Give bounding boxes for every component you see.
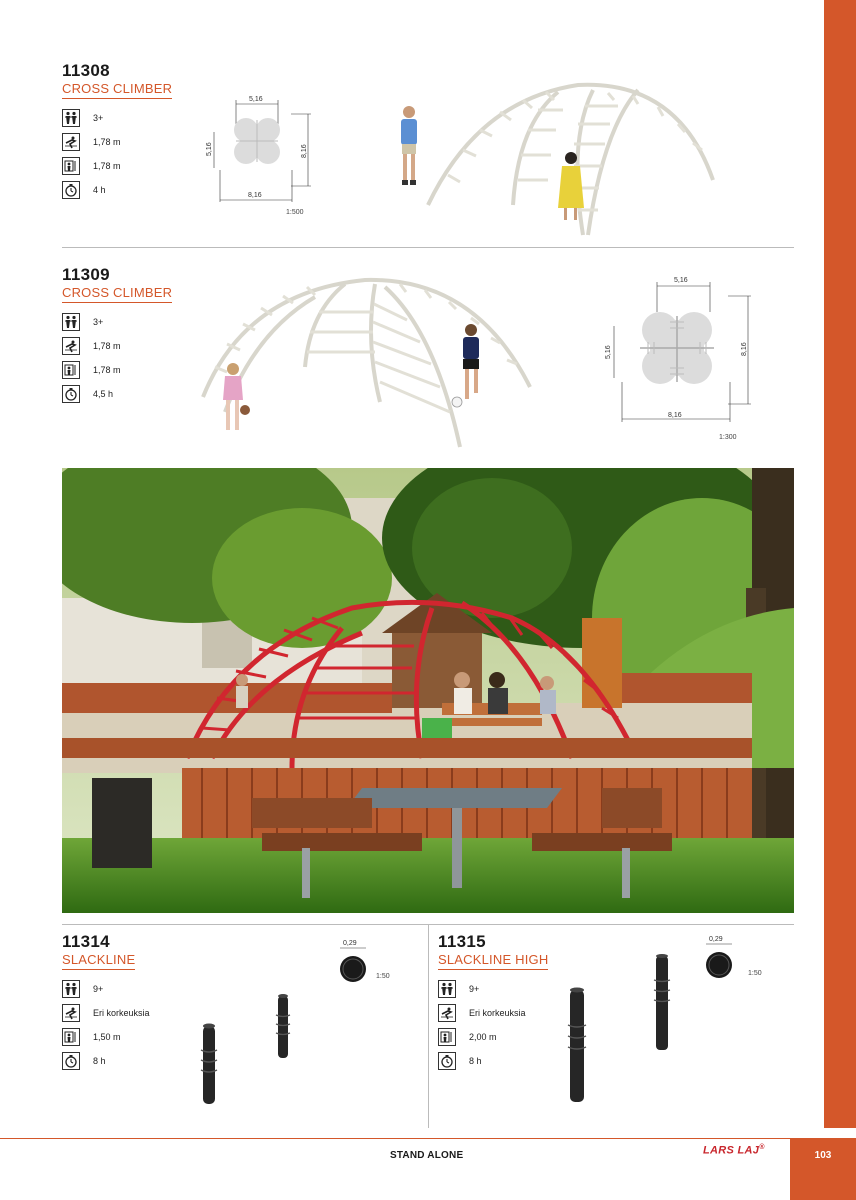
fall-height-icon xyxy=(62,133,80,151)
spec-fall-height xyxy=(62,130,172,154)
spec-list xyxy=(62,977,150,1073)
top-view-11314 xyxy=(334,936,374,986)
spec-value: Eri korkeuksia xyxy=(93,1008,150,1018)
dim-right: 8,16 xyxy=(741,342,748,356)
post-front xyxy=(568,988,586,1103)
free-height-icon xyxy=(438,1028,456,1046)
installation-time-icon xyxy=(62,1052,80,1070)
dim-top: 5,16 xyxy=(249,96,263,103)
fall-height-icon xyxy=(62,1004,80,1022)
free-height-icon xyxy=(62,361,80,379)
spec-value: 9+ xyxy=(93,984,104,994)
child-figure-girl xyxy=(223,363,250,430)
dim-side: 5,16 xyxy=(206,142,213,156)
spec-free-height xyxy=(62,1025,150,1049)
playground-photo xyxy=(62,468,794,913)
spec-value: 1,50 m xyxy=(93,1032,121,1042)
spec-value: 1,78 m xyxy=(93,137,121,147)
column-divider xyxy=(428,924,429,1128)
spec-value: 1,78 m xyxy=(93,365,121,375)
spec-value: 1,78 m xyxy=(93,341,121,351)
dim-top: 0,29 xyxy=(709,936,723,943)
page-number: 103 xyxy=(814,1149,832,1161)
post-front xyxy=(201,1024,217,1105)
scale-label: 1:300 xyxy=(719,434,737,441)
product-name: SLACKLINE HIGH xyxy=(438,952,548,970)
spec-installation-time xyxy=(62,382,172,406)
spec-list xyxy=(62,310,172,406)
product-11309 xyxy=(62,266,172,406)
product-number: 11315 xyxy=(438,932,486,951)
dim-side: 5,16 xyxy=(605,345,612,359)
product-number: 11314 xyxy=(62,932,110,951)
page-number-box xyxy=(790,1138,856,1200)
dim-top: 0,29 xyxy=(343,940,357,947)
spec-value: 3+ xyxy=(93,317,104,327)
product-11308 xyxy=(62,62,172,202)
top-view-11315 xyxy=(704,932,744,982)
spec-age xyxy=(62,977,150,1001)
spec-value: 9+ xyxy=(469,984,480,994)
dim-right: 8,16 xyxy=(301,144,308,158)
footer-rule xyxy=(0,1138,790,1139)
free-height-icon xyxy=(62,157,80,175)
spec-installation-time xyxy=(62,178,172,202)
post-back xyxy=(654,954,670,1050)
product-11315 xyxy=(438,933,548,1073)
installation-time-icon xyxy=(62,181,80,199)
age-icon xyxy=(62,980,80,998)
scale-label: 1:50 xyxy=(376,973,390,980)
product-name: SLACKLINE xyxy=(62,952,135,970)
spec-value: 4 h xyxy=(93,185,106,195)
spec-list xyxy=(438,977,548,1073)
scale-label: 1:500 xyxy=(286,209,304,216)
child-figure-boy xyxy=(452,324,479,407)
spec-age xyxy=(62,106,172,130)
spec-value: 8 h xyxy=(93,1056,106,1066)
climber-image-11308 xyxy=(388,70,728,240)
spec-installation-time xyxy=(62,1049,150,1073)
product-name: CROSS CLIMBER xyxy=(62,81,172,99)
product-name: CROSS CLIMBER xyxy=(62,285,172,303)
installation-time-icon xyxy=(438,1052,456,1070)
spec-value: Eri korkeuksia xyxy=(469,1008,526,1018)
spec-free-height xyxy=(438,1025,548,1049)
child-figure-boy xyxy=(401,106,417,185)
installation-time-icon xyxy=(62,385,80,403)
spec-age xyxy=(62,310,172,334)
slackline-posts-11315 xyxy=(560,950,680,1110)
age-icon xyxy=(62,313,80,331)
brand-name: LARS LAJ xyxy=(703,1144,760,1157)
side-accent-bar xyxy=(824,0,856,1128)
dim-bottom: 8,16 xyxy=(248,192,262,199)
scale-label: 1:50 xyxy=(748,970,762,977)
spec-list xyxy=(62,106,172,202)
spec-free-height xyxy=(62,154,172,178)
age-icon xyxy=(438,980,456,998)
product-11314 xyxy=(62,933,150,1073)
dim-bottom: 8,16 xyxy=(668,412,682,419)
spec-value: 8 h xyxy=(469,1056,482,1066)
free-height-icon xyxy=(62,1028,80,1046)
spec-fall-height xyxy=(62,1001,150,1025)
footer-section-title: STAND ALONE xyxy=(390,1150,464,1161)
floor-plan-11309 xyxy=(600,272,760,422)
slackline-posts-11314 xyxy=(195,990,305,1110)
section-divider xyxy=(62,247,794,248)
spec-value: 2,00 m xyxy=(469,1032,497,1042)
climber-image-11309 xyxy=(195,272,535,457)
spec-fall-height xyxy=(62,334,172,358)
spec-value: 3+ xyxy=(93,113,104,123)
floor-plan-11308 xyxy=(196,90,316,202)
spec-value: 1,78 m xyxy=(93,161,121,171)
dim-top: 5,16 xyxy=(674,277,688,284)
spec-age xyxy=(438,977,548,1001)
spec-fall-height xyxy=(438,1001,548,1025)
spec-installation-time xyxy=(438,1049,548,1073)
product-number: 11308 xyxy=(62,61,110,80)
fall-height-icon xyxy=(438,1004,456,1022)
spec-value: 4,5 h xyxy=(93,389,114,399)
product-number: 11309 xyxy=(62,265,110,284)
brand-logo xyxy=(703,1144,765,1157)
brand-mark: ® xyxy=(759,1144,765,1151)
post-back xyxy=(276,994,290,1058)
spec-free-height xyxy=(62,358,172,382)
age-icon xyxy=(62,109,80,127)
fall-height-icon xyxy=(62,337,80,355)
